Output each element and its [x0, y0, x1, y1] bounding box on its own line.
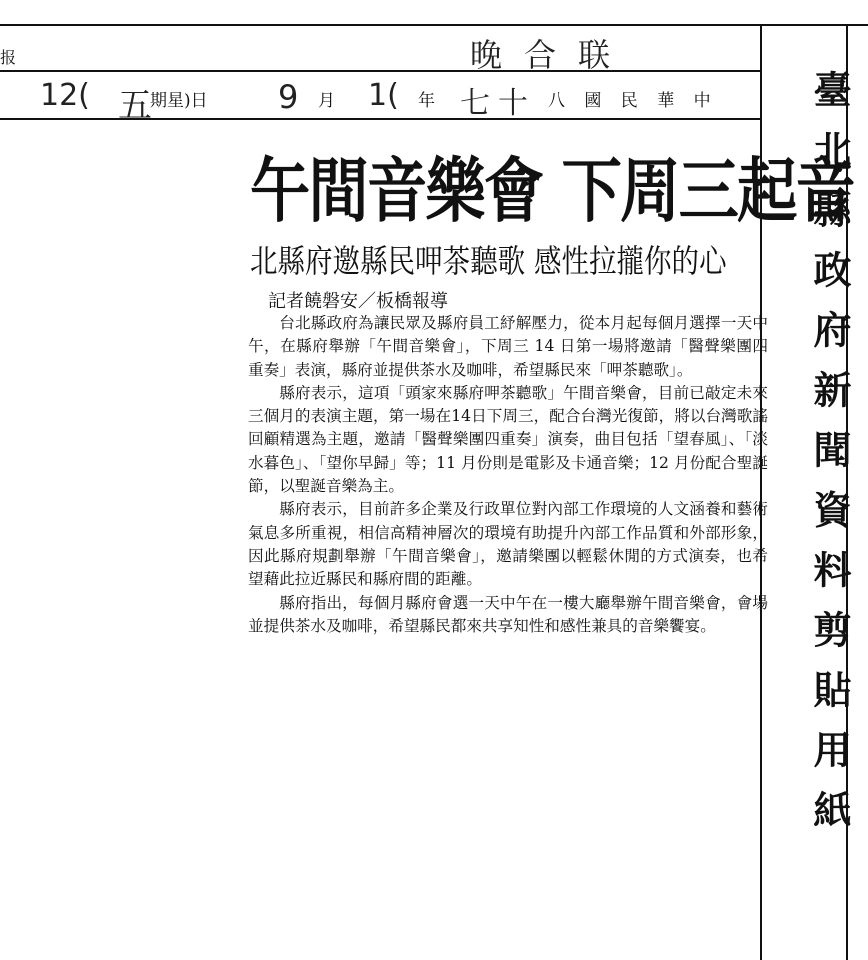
date-line — [0, 74, 760, 126]
article-body — [248, 312, 768, 638]
date-year-label: 年 — [418, 91, 435, 111]
clipping-sheet-title: 臺北縣政府新聞資料剪貼用紙 — [807, 70, 852, 850]
article-paragraph: 縣府指出，每個月縣府會選一天中午在一樓大廳舉辦午間音樂會，會場並提供茶水及咖啡，希望縣民都來共享知性和感性兼具的音樂饗宴。 — [248, 593, 768, 635]
date-month: 9 — [278, 78, 299, 116]
article-headline: 午間音樂會 下周三起音 — [250, 150, 855, 232]
date-day: 12( — [40, 78, 90, 113]
article-subheadline: 北縣府邀縣民呷茶聽歌 感性拉攏你的心 — [250, 242, 727, 280]
date-year: 1( — [368, 78, 399, 113]
date-weekday: 五 — [118, 86, 152, 126]
top-border — [0, 24, 868, 26]
date-era-label: 八 國 民 華 中 — [548, 91, 711, 111]
newspaper-row-divider — [0, 70, 760, 72]
article-paragraph: 縣府表示，這項「頭家來縣府呷茶聽歌」午間音樂會，目前已敲定未來三個月的表演主題，第一場在14日下周三，配合台灣光復節，將以台灣歌謠回顧精選為主題，邀請「醫聲樂團四重奏」演奏，曲目包括「望春風」、「淡水暮色」、「望你早歸」等；11 月份則是電影及卡通音樂；12 月份配合聖誕節，以聖誕音樂為主。 — [248, 383, 768, 496]
article-paragraph: 台北縣政府為讓民眾及縣府員工紓解壓力，從本月起每個月選擇一天中午，在縣府舉辦「午間音樂會」，下周三 14 日第一場將邀請「醫聲樂團四重奏」表演，縣府並提供茶水及咖啡，希望縣民來「呷茶聽歌」。 — [248, 314, 768, 379]
newspaper-name: 晚合联 — [470, 36, 633, 74]
date-year-prefix: 七十 — [460, 86, 536, 121]
date-weekday-label: 期星)日 — [150, 91, 208, 111]
date-month-label: 月 — [318, 91, 335, 111]
article-byline: 記者饒磐安／板橋報導 — [268, 291, 448, 312]
paper-label: 报 — [0, 48, 17, 67]
article-paragraph: 縣府表示，目前許多企業及行政單位對內部工作環境的人文涵養和藝術氣息多所重視，相信高精神層次的環境有助提升內部工作品質和外部形象，因此縣府規劃舉辦「午間音樂會」，邀請樂團以輕鬆休閒的方式演奏，也希望藉此拉近縣民和縣府間的距離。 — [248, 500, 768, 589]
date-row-divider — [0, 118, 760, 120]
